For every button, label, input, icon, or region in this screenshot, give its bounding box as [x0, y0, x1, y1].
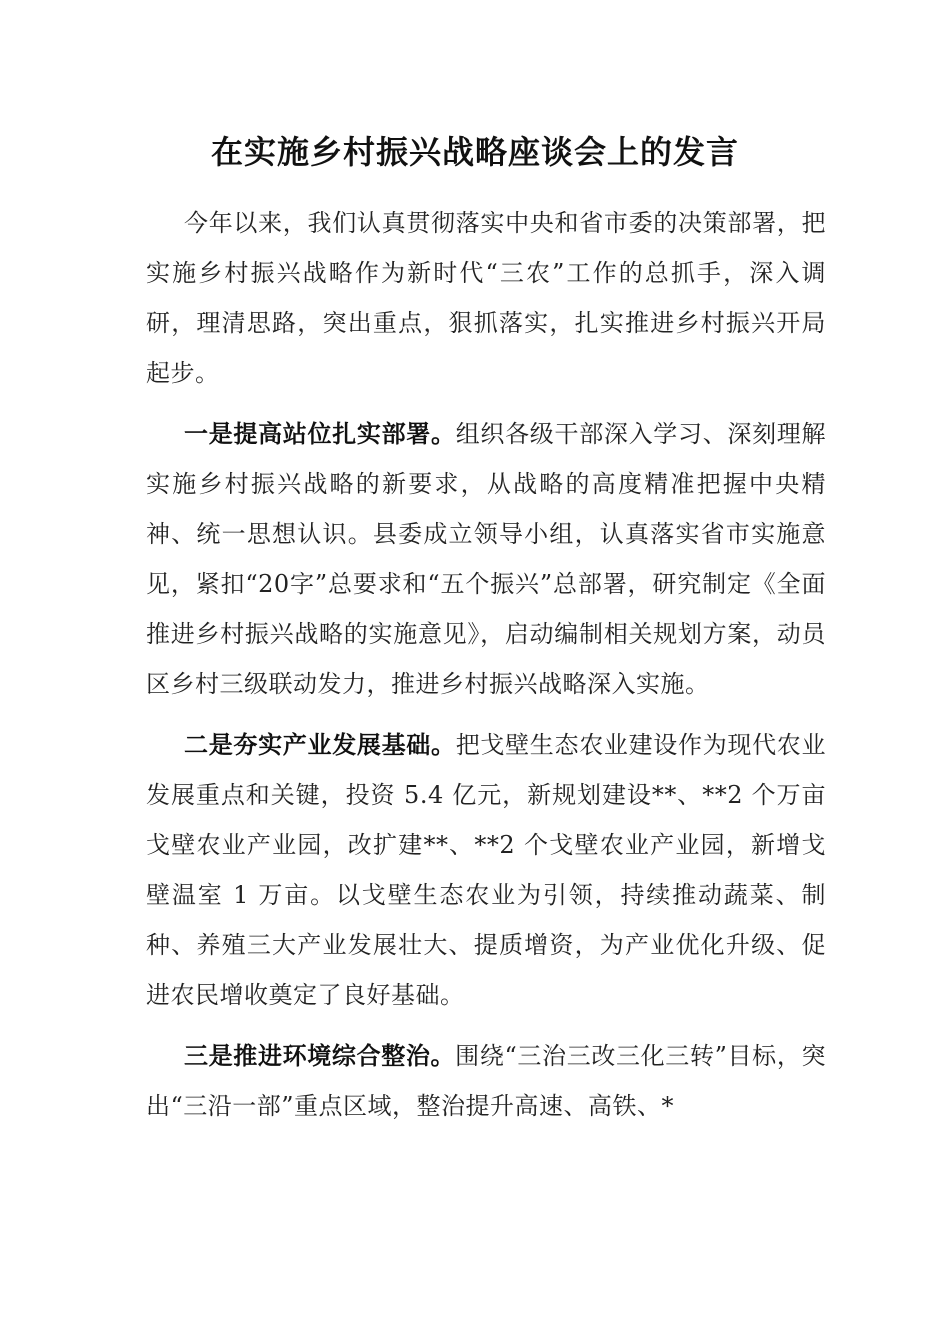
section-lead-1: 一是提高站位扎实部署。 — [184, 419, 456, 448]
section-paragraph-2 — [146, 720, 826, 1020]
section-text-1: 组织各级干部深入学习、深刻理解实施乡村振兴战略的新要求，从战略的高度精准把握中央精神、统一思想认识。县委成立领导小组，认真落实省市实施意见，紧扣“20字”总要求和“五个振兴”总部署，研究制定《全面推进乡村振兴战略的实施意见》，启动编制相关规划方案，动员区乡村三级联动发力，推进乡村振兴战略深入实施。 — [146, 420, 827, 698]
section-paragraph-3 — [146, 1031, 826, 1131]
document-body — [146, 198, 826, 1142]
intro-paragraph: 今年以来，我们认真贯彻落实中央和省市委的决策部署，把实施乡村振兴战略作为新时代“三农”工作的总抓手，深入调研，理清思路，突出重点，狠抓落实，扎实推进乡村振兴开局起步。 — [146, 209, 826, 387]
section-lead-2: 二是夯实产业发展基础。 — [184, 730, 456, 759]
section-text-3: 围绕“三治三改三化三转”目标，突出“三沿一部”重点区域，整治提升高速、高铁、* — [146, 1042, 826, 1120]
section-lead-3: 三是推进环境综合整治。 — [184, 1041, 456, 1070]
section-paragraph-1 — [146, 409, 826, 709]
document-title: 在实施乡村振兴战略座谈会上的发言 — [210, 133, 739, 171]
section-text-2: 把戈壁生态农业建设作为现代农业发展重点和关键，投资 5.4 亿元，新规划建设**、**2 个万亩戈壁农业产业园，改扩建**、**2 个戈壁农业产业园，新增戈壁温室 1 万亩。以戈壁生态农业为引领，持续推动蔬菜、制种、养殖三大产业发展壮大、提质增资，为产业优化升级、促进农民增收奠定了良好基础。 — [146, 731, 827, 1009]
